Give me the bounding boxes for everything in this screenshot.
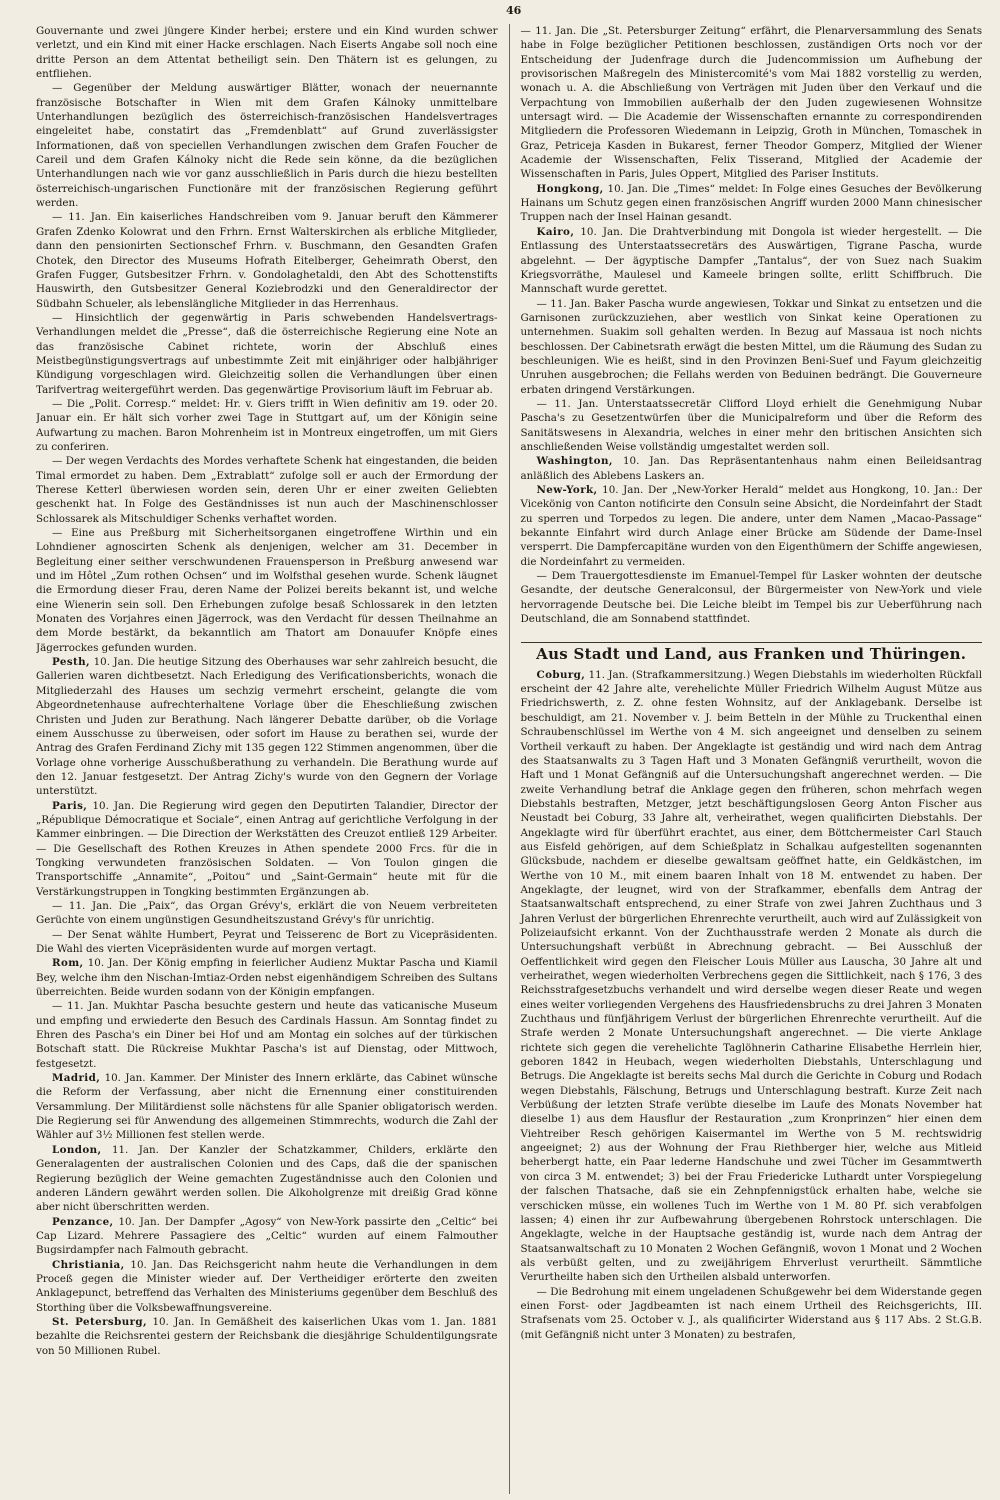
article-paragraph (36, 81, 498, 210)
article-paragraph (36, 1258, 498, 1315)
article-paragraph (521, 569, 983, 626)
article-text: 10. Jan. Die „Times“ meldet: In Folge eines Gesuches der Bevölkerung Hainans um Schutz gegen einen französischen Angriff wurden 2000 Mann chinesischer Truppen nach der Insel Hainan gesandt. (520, 182, 982, 224)
article-paragraph (36, 655, 498, 798)
article-text: 10. Jan. Die Drahtverbindung mit Dongola ist wieder hergestellt. — Die Entlassung des Unterstaatssecretärs des Auswärtigen, Tigrane Pascha, wurde abgelehnt. — Der ägyptische Dampfer „Tantalus“, der von Suez nach Suakim Kriegsvorräthe, Maulesel und Kameele bringen sollte, erlitt Schiffbruch. Die Mannschaft wurde gerettet. (520, 225, 982, 296)
section-heading: Aus Stadt und Land, aus Franken und Thüringen. (536, 645, 967, 664)
article-text: — Gegenüber der Meldung auswärtiger Blätter, wonach der neuernannte französische Botschafter in Wien mit dem Grafen Kálnoky unmittelbare Unterhandlungen bezüglich des österreichisch-französischen Handelsvertrages eingeleitet habe, constatirt das „Fremdenblatt“ auf Grund zuverlässigster Informationen, daß von speciellen Verhandlungen zwischen dem Grafen Foucher de Careil und dem Grafen Kálnoky nicht die Rede sein könne, da die bezüglichen Unterhandlungen nach wie vor ganz ausschließlich in Paris durch die hiezu bestellten österreichisch-ungarischen Functionäre mit der französischen Regierung geführt werden. (36, 82, 498, 210)
article-text: 10. Jan. Der König empfing in feierlicher Audienz Muktar Pascha und Kiamil Bey, welche ihm den Nischan-Imtiaz-Orden nebst eigenhändigem Schreiben des Sultans überreichten. Beide wurden sodann von der Königin empfangen. (36, 957, 498, 999)
dateline-place: Madrid, (52, 1072, 101, 1085)
dateline-place: Washington, (536, 455, 613, 468)
article-text: 10. Jan. Das Reichsgericht nahm heute die Verhandlungen in dem Proceß gegen die Minister wieder auf. Der Vertheidiger erörterte den zweiten Anklagepunct, betreffend das Verhalten des Ministeriums gegenüber dem Beschluß des Storthing über die Volksbewaffnungsvereine. (36, 1258, 498, 1314)
article-text: — Eine aus Preßburg mit Sicherheitsorganen eingetroffene Wirthin und ein Lohndiener agnoscirten Schenk als denjenigen, welcher am 31. December in Begleitung einer seither verschwundenen Frauensperson in Preßburg anwesend war und im Hôtel „Zum rothen Ochsen“ und im Wolfsthal gesehen wurde. Schenk läugnet die Ermordung dieser Frau, deren Name der Polizei bereits bekannt ist, und welche eine Wienerin sein soll. Den Erhebungen zufolge besaß Schlossarek in den letzten Monaten des Vorjahres einen Jägerrock, was den Verdacht für dessen Theilnahme an dem Morde bestärkt, da bekanntlich am Thatort am Donauufer Knöpfe eines Jägerrockes gefunden wurden. (36, 527, 498, 654)
article-text: 11. Jan. Der Kanzler der Schatzkammer, Childers, erklärte den Generalagenten der australischen Colonien und des Caps, daß die der spanischen Regierung bezüglich der Weine gemachten Zugeständnisse auch den Colonien und anderen Ländern gewährt werden sollen. Die Alkoholgrenze mit dreißig Grad könne aber nicht überschritten werden. (36, 1143, 498, 1214)
article-text: Gouvernante und zwei jüngere Kinder herbei; erstere und ein Kind wurden schwer verletzt, und ein Kind mit einer Hacke erschlagen. Nach Eiserts Angabe soll noch eine dritte Person an dem Attentat betheiligt sein. Den Thätern ist es gelungen, zu entfliehen. (36, 25, 498, 81)
article-text: — Hinsichtlich der gegenwärtig in Paris schwebenden Handelsvertrags-Verhandlungen meldet die „Presse“, daß die österreichische Regierung eine Note an das französische Cabinet richtete, worin der Abschluß eines Meistbegünstigungsvertrags auf unbestimmte Zeit mit einjähriger oder halbjähriger Kündigung vorgeschlagen wird. Gleichzeitig sollen die Verhandlungen über einen Tarifvertrag weitergeführt werden. Das gegenwärtige Provisorium läuft im Februar ab. (36, 311, 498, 396)
dateline-place: Christiania, (52, 1258, 125, 1271)
regional-news (521, 668, 983, 1342)
article-paragraph (521, 1285, 983, 1342)
article-text: — 11. Jan. Die „St. Petersburger Zeitung“ erfährt, die Plenarversammlung des Senats habe in Folge bezüglicher Petitionen beschlossen, zuständigen Orts noch vor der Entscheidung der Judenfrage durch die Judencommission um Aufhebung der provisorischen Maßregeln des Ministercomité's vom Mai 1882 vorstellig zu werden, wonach u. A. die Abschließung von Verträgen mit Juden über den Verkauf und die Verpachtung von Immobilien außerhalb der den Juden zugewiesenen Wohnsitze untersagt wird. — Die Academie der Wissenschaften ernannte zu correspondirenden Mitgliedern die Professoren Wiedemann in Leipzig, Groth in München, Tomaschek in Graz, Petriceja Kasden in Bukarest, ferner Theodor Gomperz, Mitglied der Wiener Academie der Wissenschaften, Felix Tisserand, Mitglied der Academie der Wissenschaften in Paris, Jules Oppert, Mitglied des Pariser Instituts. (520, 25, 982, 181)
dateline-place: Coburg, (536, 668, 586, 681)
article-paragraph (36, 1071, 498, 1143)
article-paragraph (36, 956, 498, 999)
dateline-place: Rom, (52, 957, 84, 970)
article-paragraph (36, 210, 498, 310)
article-text: 11. Jan. (Strafkammersitzung.) Wegen Diebstahls im wiederholten Rückfall erscheint der 42 Jahre alte, verehelichte Müller Friedrich Wilhelm August Mütze aus Friedrichswerth, z. Z. ohne festen Wohnsitz, auf der Anklagebank. Derselbe ist beschuldigt, am 21. November v. J. beim Betteln in der Mühle zu Truckenthal einen Schraubenschlüssel im Werthe von 4 M. sich angeeignet und denselben zu seinem Vortheil verkauft zu haben. Der Angeklagte ist geständig und wird nach dem Antrag des Staatsanwalts zu 3 Tagen Haft und 3 Monaten Gefängniß verurtheilt, wovon die Haft und 1 Monat Gefängniß auf die Untersuchungshaft angerechnet werden. — Die zweite Verhandlung betraf die Anklage gegen den früheren, schon mehrfach wegen Diebstahls bestraften, Metzger, jetzt beschäftigungslosen Georg Anton Fischer aus Neustadt bei Coburg, 33 Jahre alt, verheirathet, wegen qualificirten Diebstahls. Der Angeklagte wird für überführt erachtet, aus einer, dem Böttchermeister Carl Stauch aus Eisfeld gehörigen, auf dem Schießplatz in Schalkau aufgestellten sogenannten Glücksbude, nachdem er dieselbe gewaltsam geöffnet hatte, ein Geldkästchen, im Werthe von 10 M., mit einem baaren Inhalt von 18 M. entwendet zu haben. Der Angeklagte, der leugnet, wird von der Strafkammer, ebenfalls dem Antrag der Staatsanwaltschaft entsprechend, zu einer Strafe von zwei Jahren Zuchthaus und 3 Jahren Verlust der bürgerlichen Ehrenrechte verurtheilt, auch wird auf Zulässigkeit von Polizeiaufsicht erkannt. Von der Zuchthausstrafe werden 2 Monate als durch die Untersuchungshaft verbüßt in Abrechnung gebracht. — Bei Ausschluß der Oeffentlichkeit wird gegen den Fleischer Louis Müller aus Lauscha, 30 Jahre alt und verheirathet, wegen wiederholten Verbrechens gegen die Sittlichkeit, nach § 176, 3 des Reichsstrafgesetzbuchs verhandelt und wird derselbe wegen dieser Reate und wegen eines weiter vorliegenden Vergehens des Hausfriedensbruchs zu drei Jahren 3 Monaten Zuchthaus und fünfjährigem Verlust der bürgerlichen Ehrenrechte verurtheilt. Auf die Strafe werden 2 Monate Untersuchungshaft angerechnet. — Die vierte Anklage richtete sich gegen die verehelichte Taglöhnerin Catharine Elisabethe Herrlein hier, geboren 1842 in Heubach, wegen wiederholten Diebstahls, Unterschlagung und Betrugs. Die Angeklagte ist bereits sechs Mal durch die Gerichte in Coburg und Rodach wegen Diebstahls, Fälschung, Betrugs und Unterschlagung bestraft. Kurze Zeit nach Verbüßung der letzten Strafe verübte dieselbe im Laufe des Monats November hat dieselbe 1) aus dem Hausflur der Restauration „zum Kronprinzen“ hier einen dem Viehtreiber Resch gehörigen Kaisermantel im Werthe von 5 M. rechtswidrig angeeignet; 2) aus der Wohnung der Frau Riethberger hier, welche aus Mitleid beherbergt hatte, ein Paar lederne Handschuhe und zwei Tücher im Gesammtwerth von circa 3 M. entwendet; 3) bei der Frau Friedericke Luthardt unter Vorspiegelung der falschen Thatsache, daß sie ein Zehnpfennigstück erhalten habe, welche sie verschicken müsse, ein wollenes Tuch im Werthe von 1 M. 80 Pf. sich verabfolgen lassen; 4) einen ihr zur Aufbewahrung übergebenen Rohrstock unterschlagen. Die Angeklagte, welche in der Hauptsache geständig ist, wurde nach dem Antrag der Staatsanwaltschaft zu 10 Monaten 2 Wochen Gefängniß, wovon 1 Monat und 2 Wochen als verbüßt gelten, und zu zweijährigem Ehrverlust verurtheilt. Sämmtliche Verurtheilte haben sich den Urtheilen alsbald unterworfen. (520, 668, 982, 1284)
article-paragraph (36, 1315, 498, 1358)
article-text: 10. Jan. Die heutige Sitzung des Oberhauses war sehr zahlreich besucht, die Gallerien waren dichtbesetzt. Nach Erledigung des Verificationsberichts, wonach die Mitgliederzahl des Hauses um sechzig vermehrt erscheint, gelangte die vom Abgeordnetenhause aufrechterhaltene Vorlage über die Eheschließung zwischen Christen und Juden zur Berathung. Nach längerer Debatte darüber, ob die Vorlage einem Ausschusse zu überweisen, oder sofort im Hause zu berathen sei, wurde der Antrag des Grafen Ferdinand Zichy mit 135 gegen 122 Stimmen angenommen, über die Vorlage ohne vorherige Ausschußberathung zu verhandeln. Die Berathung wurde auf den 12. Januar festgesetzt. Der Antrag Zichy's wurde von den Gegnern der Vorlage unterstützt. (36, 656, 498, 798)
article-paragraph (521, 483, 983, 569)
left-column (36, 24, 510, 1494)
article-paragraph (36, 799, 498, 899)
article-paragraph (36, 311, 498, 397)
page-number: 46 (506, 4, 522, 17)
article-paragraph (521, 397, 983, 454)
article-paragraph (36, 928, 498, 957)
article-paragraph (521, 225, 983, 297)
article-text: — Dem Trauergottesdienste im Emanuel-Tempel für Lasker wohnten der deutsche Gesandte, der deutsche Generalconsul, der Bürgermeister von New-York und viele hervorragende Deutsche bei. Die Leiche bleibt im Tempel bis zur Ueberführung nach Deutschland, die am Sonnabend stattfindet. (520, 570, 982, 626)
article-text: — 11. Jan. Ein kaiserliches Handschreiben vom 9. Januar beruft den Kämmerer Grafen Zdenko Kolowrat und den Frhrn. Ernst Walterskirchen als erbliche Mitglieder, dann den pensionirten Sectionschef Frhrn. v. Buschmann, den Gesandten Grafen Chotek, den Director des Museums Hofrath Eitelberger, Geheimrath Oberst, den Grafen Fugger, Gutsbesitzer Frhrn. v. Gondolaghetaldi, den Abt des Schottenstifts Hauswirth, den Gutsbesitzer General Koziebrodzki und den Generaldirector der Südbahn Schueler, als lebenslängliche Mitglieder in das Herrenhaus. (36, 211, 498, 310)
article-paragraph (36, 999, 498, 1071)
article-text: — 11. Jan. Baker Pascha wurde angewiesen, Tokkar und Sinkat zu entsetzen und die Garnisonen zurückzuziehen, aber westlich von Sinkat keine Operationen zu unternehmen. Suakim soll gehalten werden. In Bezug auf Massaua ist noch nichts beschlossen. Der Cabinetsrath erwägt die besten Mittel, um die Räumung des Sudan zu beschleunigen. Wie es heißt, sind in den Provinzen Beni-Suef und Fayum gleichzeitig Unruhen ausgebrochen; die Fellahs werden von Beduinen bedrängt. Die Gouverneure erbaten dringend Verstärkungen. (520, 297, 982, 396)
article-text: — Der Senat wählte Humbert, Peyrat und Teisserenc de Bort zu Vicepräsidenten. Die Wahl des vierten Vicepräsidenten wurde auf morgen vertagt. (36, 928, 498, 955)
article-paragraph (36, 397, 498, 454)
article-paragraph (36, 1215, 498, 1258)
article-paragraph (521, 668, 983, 1285)
article-text: 10. Jan. Der Dampfer „Agosy“ von New-York passirte den „Celtic“ bei Cap Lizard. Mehrere Passagiere des „Celtic“ wurden auf einem Falmouther Bugsirdampfer nach Falmouth gebracht. (36, 1215, 498, 1257)
foreign-news-continued (521, 24, 983, 626)
article-paragraph (36, 899, 498, 928)
dateline-place: Pesth, (52, 656, 91, 669)
article-text: 10. Jan. In Gemäßheit des kaiserlichen Ukas vom 1. Jan. 1881 bezahlte die Reichsrentei gestern der Reichsbank die diesjährige Schuldentilgungsrate von 50 Millionen Rubel. (36, 1315, 498, 1357)
article-text: — 11. Jan. Die „Paix“, das Organ Grévy's, erklärt die von Neuem verbreiteten Gerüchte von einem ungünstigen Gesundheitszustand Grévy's für unrichtig. (36, 899, 498, 927)
article-text: — 11. Jan. Mukhtar Pascha besuchte gestern und heute das vaticanische Museum und empfing und erwiederte den Besuch des Cardinals Hassun. Am Sonntag findet zu Ehren des Pascha's ein Diner bei Hof und am Montag ein solches auf der türkischen Botschaft statt. Die Rückreise Mukhtar Pascha's ist auf Dienstag, oder Mittwoch, festgesetzt. (36, 1000, 498, 1070)
article-paragraph (521, 297, 983, 397)
section-divider (521, 642, 983, 643)
article-paragraph (36, 24, 498, 81)
text-columns (36, 24, 982, 1494)
article-text: 10. Jan. Das Repräsentantenhaus nahm einen Beileidsantrag anläßlich des Ablebens Laskers an. (520, 455, 982, 482)
dateline-place: London, (52, 1143, 102, 1156)
dateline-place: Paris, (52, 799, 88, 812)
article-paragraph (521, 182, 983, 225)
article-text: — 11. Jan. Unterstaatssecretär Clifford Lloyd erhielt die Genehmigung Nubar Pascha's zu Gesetzentwürfen über die Municipalreform und über die Reform des Sanitätswesens in Alexandria, welches in einer mehr den britischen Ansichten sich anschließenden Weise vollständig umgestaltet werden soll. (520, 397, 982, 453)
article-text: — Der wegen Verdachts des Mordes verhaftete Schenk hat eingestanden, die beiden Timal ermordet zu haben. Dem „Extrablatt“ zufolge soll er auch der Ermordung der Therese Ketterl überwiesen worden sein, deren Uhr er einer zweiten Geliebten geschenkt hat. In Folge des Geständnisses ist nun auch der Maschinenschlosser Schlossarek als Mitschuldiger Schenks verhaftet worden. (36, 455, 498, 525)
dateline-place: New-York, (536, 484, 598, 496)
article-paragraph (36, 526, 498, 655)
dateline-place: Kairo, (536, 225, 575, 238)
dateline-place: Hongkong, (536, 182, 604, 195)
article-paragraph (521, 454, 983, 483)
right-column (510, 24, 983, 1494)
article-text: 10. Jan. Der „New-Yorker Herald“ meldet aus Hongkong, 10. Jan.: Der Vicekönig von Canton notificirte den Consuln seine Absicht, die Nordeinfahrt der Stadt zu sperren und Torpedos zu legen. Die andere, unter dem Namen „Macao-Passage“ bekannte Einfahrt wird durch Anlage einer Brücke am Südende der Dame-Insel versperrt. Die Dampfercapitäne wurden von den Eigenthümern der Schiffe angewiesen, die Nordeinfahrt zu vermeiden. (520, 484, 982, 568)
article-text: — Die Bedrohung mit einem ungeladenen Schußgewehr bei dem Widerstande gegen einen Forst- oder Jagdbeamten ist nach einem Urtheil des Reichsgerichts, III. Strafsenats vom 25. October v. J., als qualificirter Widerstand aus § 117 Abs. 2 St.G.B. (mit Gefängniß nicht unter 3 Monaten) zu bestrafen, (520, 1285, 982, 1341)
article-text: 10. Jan. Kammer. Der Minister des Innern erklärte, das Cabinet wünsche die Reform der Verfassung, aber nicht die Ernennung einer constituirenden Versammlung. Der Militärdienst solle nächstens für alle Spanier obligatorisch werden. Die Regierung sei für Anwendung des allgemeinen Stimmrechts, wodurch die Zahl der Wähler auf 3½ Millionen fest stellen werde. (36, 1072, 498, 1142)
article-paragraph (521, 24, 983, 182)
article-text: 10. Jan. Die Regierung wird gegen den Deputirten Talandier, Director der „République Démocratique et Sociale“, einen Antrag auf gerichtliche Verfolgung in der Kammer einbringen. — Die Direction der Werkstätten des Creuzot entließ 129 Arbeiter. — Die Gesellschaft des Rothen Kreuzes in Athen spendete 2000 Frcs. für die in Tongking verwundeten französischen Soldaten. — Von Toulon gingen die Transportschiffe „Annamite“, „Poitou“ und „Saint-Germain“ heute mit für die Verstärkungstruppen in Tongking bestimmten Ergänzungen ab. (36, 799, 498, 898)
dateline-place: St. Petersburg, (52, 1315, 147, 1328)
article-paragraph (36, 454, 498, 526)
article-paragraph (36, 1143, 498, 1215)
dateline-place: Penzance, (52, 1215, 114, 1228)
article-text: — Die „Polit. Corresp.“ meldet: Hr. v. Giers trifft in Wien definitiv am 19. oder 20. Januar ein. Er hält sich vorher zwei Tage in Stuttgart auf, um der Königin seine Aufwartung zu machen. Baron Mohrenheim ist in Montreux eingetroffen, um mit Giers zu conferiren. (36, 397, 498, 453)
